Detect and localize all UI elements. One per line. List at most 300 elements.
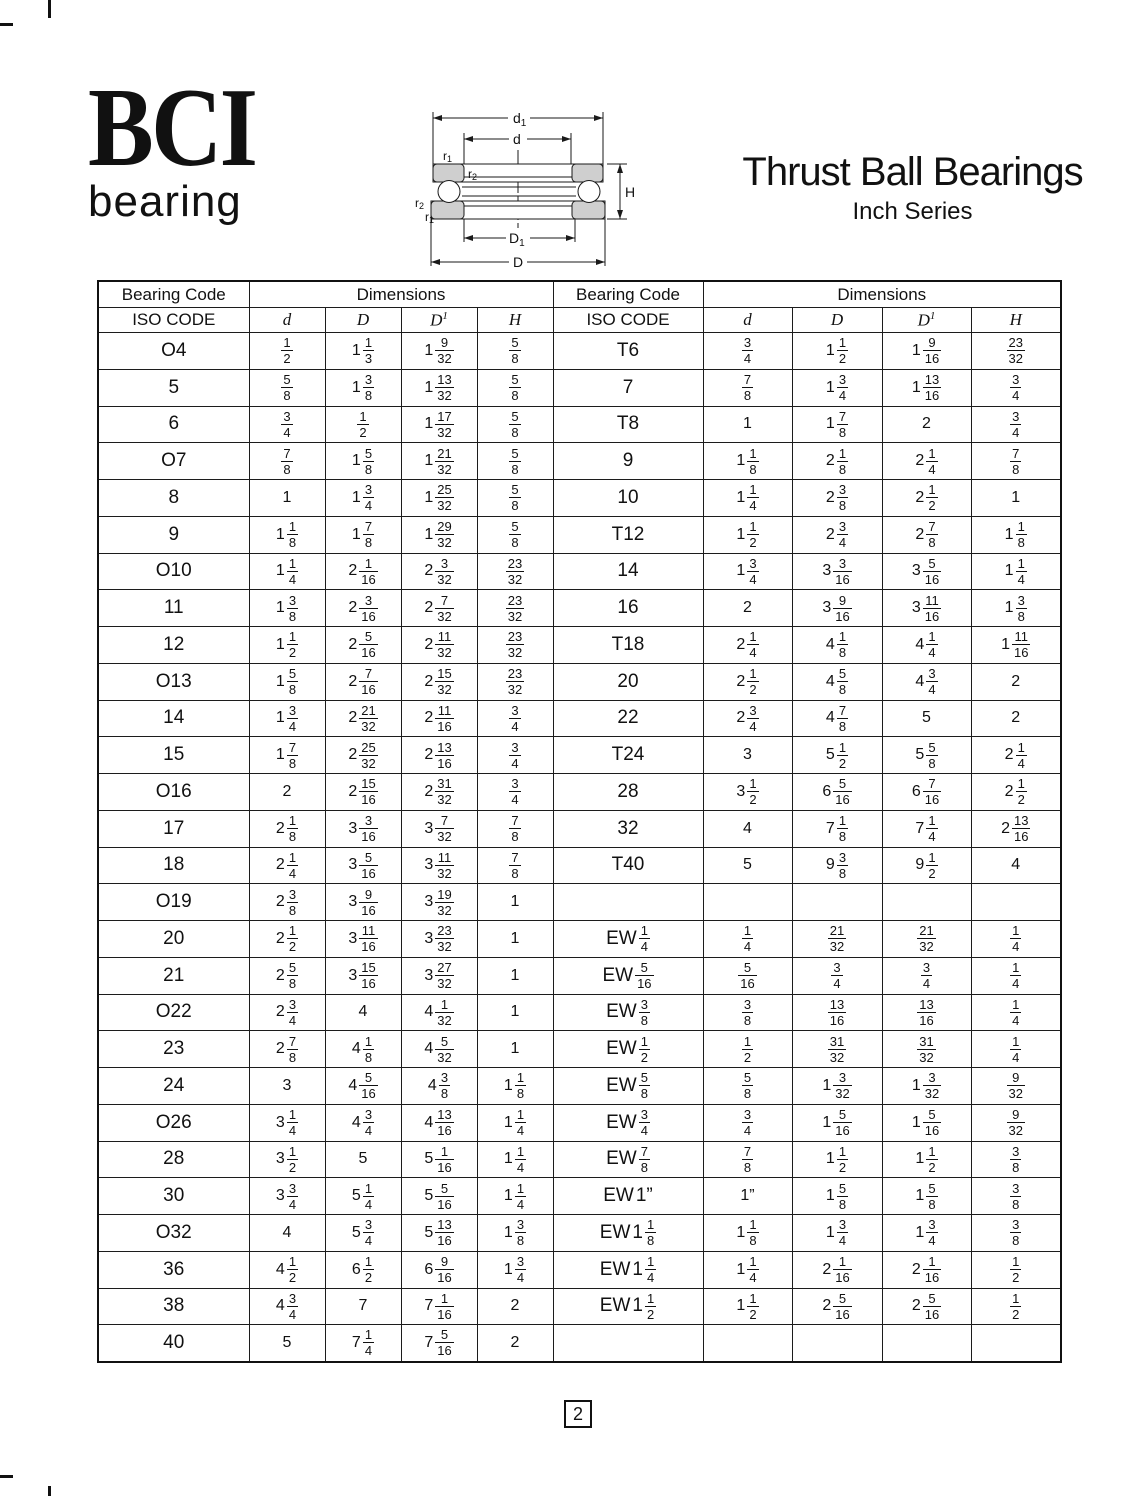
- dimension-value-cell: 1: [477, 1031, 553, 1068]
- dimension-value-cell: 2 $\frac{1}{2}$: [249, 921, 325, 958]
- dimension-value-cell: 1 $\frac{3}{8}$: [971, 590, 1061, 627]
- table-row: [98, 406, 1061, 443]
- dimension-value-cell: [882, 884, 971, 921]
- table-row: [98, 810, 1061, 847]
- dimension-value-cell: 2 $\frac{15}{16}$: [325, 774, 401, 811]
- header-col-H-left: H: [477, 308, 553, 333]
- table-row: [98, 847, 1061, 884]
- dimension-value-cell: 1 $\frac{29}{32}$: [401, 516, 477, 553]
- iso-code-cell: 9: [98, 516, 249, 553]
- dimension-value-cell: $\frac{1}{4}$: [971, 921, 1061, 958]
- dimension-value-cell: 1”: [703, 1178, 792, 1215]
- iso-code-cell: 10: [553, 480, 703, 517]
- header-col-d-right: d: [703, 308, 792, 333]
- dimension-value-cell: $\frac{1}{4}$: [971, 994, 1061, 1031]
- iso-code-cell: 20: [553, 663, 703, 700]
- dimension-value-cell: $\frac{1}{2}$: [971, 1251, 1061, 1288]
- dimension-value-cell: 6 $\frac{1}{2}$: [325, 1251, 401, 1288]
- dimension-value-cell: 5 $\frac{1}{16}$: [401, 1141, 477, 1178]
- dimension-value-cell: 1 $\frac{1}{8}$: [477, 1068, 553, 1105]
- dimension-value-cell: 7 $\frac{1}{16}$: [401, 1288, 477, 1325]
- page-number: 2: [564, 1400, 592, 1428]
- dimension-value-cell: $\frac{3}{8}$: [971, 1178, 1061, 1215]
- table-row: [98, 774, 1061, 811]
- dimension-value-cell: $\frac{31}{32}$: [792, 1031, 882, 1068]
- dimension-value-cell: 7: [325, 1288, 401, 1325]
- dimension-value-cell: 1: [477, 994, 553, 1031]
- iso-code-cell: EW 1”: [553, 1178, 703, 1215]
- dimension-value-cell: $\frac{3}{4}$: [477, 774, 553, 811]
- dimension-value-cell: $\frac{3}{4}$: [971, 369, 1061, 406]
- dimension-value-cell: 3 $\frac{3}{16}$: [792, 553, 882, 590]
- dimension-value-cell: $\frac{31}{32}$: [882, 1031, 971, 1068]
- dimension-value-cell: $\frac{7}{8}$: [477, 810, 553, 847]
- dimension-value-cell: 2 $\frac{13}{16}$: [971, 810, 1061, 847]
- dimension-value-cell: 1: [477, 957, 553, 994]
- dimension-value-cell: 1: [249, 480, 325, 517]
- iso-code-cell: T24: [553, 737, 703, 774]
- dimension-value-cell: 3 $\frac{9}{16}$: [792, 590, 882, 627]
- table-row: [98, 921, 1061, 958]
- iso-code-cell: 7: [553, 369, 703, 406]
- dimension-value-cell: 1 $\frac{3}{4}$: [477, 1251, 553, 1288]
- dimension-value-cell: 4 $\frac{5}{16}$: [325, 1068, 401, 1105]
- dimension-value-cell: 4 $\frac{5}{8}$: [792, 663, 882, 700]
- iso-code-cell: 38: [98, 1288, 249, 1325]
- iso-code-cell: 21: [98, 957, 249, 994]
- dimension-value-cell: 4 $\frac{1}{2}$: [249, 1251, 325, 1288]
- dimension-value-cell: 4 $\frac{3}{4}$: [249, 1288, 325, 1325]
- dimension-value-cell: $\frac{1}{2}$: [703, 1031, 792, 1068]
- dimension-value-cell: $\frac{21}{32}$: [882, 921, 971, 958]
- dimension-value-cell: 4: [325, 994, 401, 1031]
- dimension-value-cell: $\frac{3}{8}$: [703, 994, 792, 1031]
- diagram-label-r1-left: r1: [425, 210, 435, 225]
- iso-code-cell: 36: [98, 1251, 249, 1288]
- dimension-value-cell: $\frac{23}{32}$: [477, 553, 553, 590]
- dimension-value-cell: 1 $\frac{3}{4}$: [325, 480, 401, 517]
- dimension-value-cell: 2 $\frac{3}{8}$: [249, 884, 325, 921]
- dimension-value-cell: 9 $\frac{3}{8}$: [792, 847, 882, 884]
- table-row: [98, 1325, 1061, 1362]
- dimension-value-cell: 2 $\frac{3}{4}$: [703, 700, 792, 737]
- table-row: [98, 1141, 1061, 1178]
- diagram-label-D1: $D_1$: [509, 230, 525, 249]
- dimension-value-cell: 3 $\frac{11}{32}$: [401, 847, 477, 884]
- dimension-value-cell: 2 $\frac{21}{32}$: [325, 700, 401, 737]
- table-row: [98, 1178, 1061, 1215]
- dimension-value-cell: [971, 884, 1061, 921]
- crop-mark-top-left-vertical: [48, 0, 51, 18]
- dimension-value-cell: 2 $\frac{1}{8}$: [792, 443, 882, 480]
- iso-code-cell: EW $\frac{7}{8}$: [553, 1141, 703, 1178]
- dimension-value-cell: 4 $\frac{5}{32}$: [401, 1031, 477, 1068]
- dimension-value-cell: 5: [882, 700, 971, 737]
- dimension-value-cell: 1 $\frac{1}{4}$: [971, 553, 1061, 590]
- dimension-value-cell: 1 $\frac{5}{8}$: [882, 1178, 971, 1215]
- iso-code-cell: O32: [98, 1215, 249, 1252]
- dimension-value-cell: 2 $\frac{11}{32}$: [401, 627, 477, 664]
- header-col-d-left: d: [249, 308, 325, 333]
- dimension-value-cell: 3 $\frac{5}{16}$: [882, 553, 971, 590]
- dimension-value-cell: 1 $\frac{13}{16}$: [882, 369, 971, 406]
- dimension-value-cell: 1 $\frac{7}{8}$: [249, 737, 325, 774]
- dimension-value-cell: 1: [477, 921, 553, 958]
- dimension-value-cell: $\frac{7}{8}$: [703, 369, 792, 406]
- dimension-value-cell: 1 $\frac{5}{8}$: [792, 1178, 882, 1215]
- dimension-value-cell: 7 $\frac{1}{4}$: [325, 1325, 401, 1362]
- table-row: [98, 884, 1061, 921]
- iso-code-cell: EW 1 $\frac{1}{2}$: [553, 1288, 703, 1325]
- dimension-value-cell: 2 $\frac{15}{32}$: [401, 663, 477, 700]
- diagram-label-r2-left: r2: [415, 196, 425, 211]
- dimension-value-cell: 2 $\frac{3}{32}$: [401, 553, 477, 590]
- table-row: [98, 443, 1061, 480]
- dimension-value-cell: 1 $\frac{5}{16}$: [792, 1104, 882, 1141]
- iso-code-cell: 28: [98, 1141, 249, 1178]
- dimension-value-cell: 5 $\frac{1}{4}$: [325, 1178, 401, 1215]
- dimension-value-cell: $\frac{13}{16}$: [882, 994, 971, 1031]
- iso-code-cell: 8: [98, 480, 249, 517]
- dimension-value-cell: $\frac{5}{8}$: [477, 480, 553, 517]
- dimension-value-cell: 1 $\frac{5}{16}$: [882, 1104, 971, 1141]
- iso-code-cell: 6: [98, 406, 249, 443]
- dimension-value-cell: 1 $\frac{3}{8}$: [249, 590, 325, 627]
- table-row: [98, 994, 1061, 1031]
- dimension-value-cell: 5: [325, 1141, 401, 1178]
- dimension-value-cell: [792, 1325, 882, 1362]
- dimension-value-cell: $\frac{3}{4}$: [249, 406, 325, 443]
- iso-code-cell: 18: [98, 847, 249, 884]
- dimension-value-cell: $\frac{1}{2}$: [249, 333, 325, 370]
- dimension-value-cell: $\frac{1}{4}$: [971, 957, 1061, 994]
- dimension-value-cell: $\frac{5}{8}$: [703, 1068, 792, 1105]
- dimension-value-cell: 4: [249, 1215, 325, 1252]
- dimension-value-cell: 1 $\frac{3}{8}$: [325, 369, 401, 406]
- dimension-value-cell: 3 $\frac{9}{16}$: [325, 884, 401, 921]
- dimension-value-cell: $\frac{3}{4}$: [971, 406, 1061, 443]
- diagram-label-H: H: [625, 184, 636, 200]
- iso-code-cell: 16: [553, 590, 703, 627]
- iso-code-cell: 30: [98, 1178, 249, 1215]
- iso-code-cell: 14: [553, 553, 703, 590]
- dimension-value-cell: $\frac{21}{32}$: [792, 921, 882, 958]
- iso-code-cell: 14: [98, 700, 249, 737]
- table-row: [98, 1031, 1061, 1068]
- dimension-value-cell: 3 $\frac{3}{16}$: [325, 810, 401, 847]
- table-row: [98, 516, 1061, 553]
- iso-code-cell: O13: [98, 663, 249, 700]
- dimension-value-cell: 4 $\frac{1}{4}$: [882, 627, 971, 664]
- header-col-D1-right: $D^1$: [882, 308, 971, 333]
- dimension-value-cell: 1 $\frac{1}{2}$: [792, 1141, 882, 1178]
- dimension-value-cell: 2 $\frac{1}{2}$: [703, 663, 792, 700]
- dimension-value-cell: 1 $\frac{1}{8}$: [249, 516, 325, 553]
- dimension-value-cell: 2 $\frac{1}{2}$: [882, 480, 971, 517]
- header-col-H-right: H: [971, 308, 1061, 333]
- dimension-value-cell: 5: [249, 1325, 325, 1362]
- dimension-value-cell: 2 $\frac{1}{4}$: [703, 627, 792, 664]
- crop-mark-top-left-horizontal: [0, 23, 13, 26]
- dimension-value-cell: 3 $\frac{11}{16}$: [882, 590, 971, 627]
- dimension-value-cell: 2 $\frac{3}{16}$: [325, 590, 401, 627]
- dimension-value-cell: $\frac{5}{8}$: [249, 369, 325, 406]
- dimension-value-cell: 6 $\frac{9}{16}$: [401, 1251, 477, 1288]
- dimension-value-cell: 1 $\frac{1}{8}$: [971, 516, 1061, 553]
- dimension-value-cell: 1 $\frac{1}{4}$: [477, 1178, 553, 1215]
- iso-code-cell: O16: [98, 774, 249, 811]
- dimension-value-cell: 2 $\frac{1}{16}$: [792, 1251, 882, 1288]
- dimension-value-cell: 3: [703, 737, 792, 774]
- dimension-value-cell: $\frac{7}{8}$: [249, 443, 325, 480]
- iso-code-cell: T18: [553, 627, 703, 664]
- dimension-value-cell: 2 $\frac{5}{16}$: [325, 627, 401, 664]
- dimension-value-cell: $\frac{3}{4}$: [703, 333, 792, 370]
- diagram-label-D: D: [513, 254, 524, 270]
- dimension-value-cell: 2 $\frac{5}{16}$: [882, 1288, 971, 1325]
- dimension-value-cell: 3 $\frac{5}{16}$: [325, 847, 401, 884]
- dimension-value-cell: 1 $\frac{3}{4}$: [703, 553, 792, 590]
- dimension-value-cell: 5 $\frac{5}{8}$: [882, 737, 971, 774]
- table-row: [98, 553, 1061, 590]
- dimension-value-cell: [882, 1325, 971, 1362]
- dimension-value-cell: $\frac{1}{2}$: [325, 406, 401, 443]
- dimension-value-cell: [703, 1325, 792, 1362]
- iso-code-cell: 24: [98, 1068, 249, 1105]
- dimension-value-cell: 2 $\frac{1}{16}$: [882, 1251, 971, 1288]
- dimension-value-cell: 1: [703, 406, 792, 443]
- iso-code-cell: EW $\frac{5}{8}$: [553, 1068, 703, 1105]
- dimension-value-cell: 1 $\frac{1}{2}$: [792, 333, 882, 370]
- dimension-value-cell: 4 $\frac{1}{8}$: [792, 627, 882, 664]
- dimension-value-cell: 2 $\frac{1}{4}$: [249, 847, 325, 884]
- dimension-value-cell: 1 $\frac{3}{4}$: [792, 369, 882, 406]
- iso-code-cell: EW $\frac{3}{4}$: [553, 1104, 703, 1141]
- dimension-value-cell: 6 $\frac{7}{16}$: [882, 774, 971, 811]
- iso-code-cell: O22: [98, 994, 249, 1031]
- diagram-label-r2-top: r2: [468, 167, 478, 182]
- iso-code-cell: EW $\frac{5}{16}$: [553, 957, 703, 994]
- dimension-value-cell: 1 $\frac{7}{8}$: [325, 516, 401, 553]
- dimension-value-cell: 5 $\frac{1}{2}$: [792, 737, 882, 774]
- iso-code-cell: 32: [553, 810, 703, 847]
- iso-code-cell: EW $\frac{1}{2}$: [553, 1031, 703, 1068]
- bearing-dimensions-table: [97, 280, 1062, 1363]
- dimension-value-cell: 2: [971, 700, 1061, 737]
- dimension-value-cell: $\frac{5}{8}$: [477, 369, 553, 406]
- header-bearing-code-right: Bearing Code: [553, 281, 703, 308]
- dimension-value-cell: 2: [477, 1288, 553, 1325]
- dimension-value-cell: 2 $\frac{31}{32}$: [401, 774, 477, 811]
- dimension-value-cell: $\frac{7}{8}$: [971, 443, 1061, 480]
- brand-logo: [88, 66, 278, 226]
- dimension-value-cell: [971, 1325, 1061, 1362]
- iso-code-cell: EW 1 $\frac{1}{8}$: [553, 1215, 703, 1252]
- dimension-value-cell: 1 $\frac{9}{16}$: [882, 333, 971, 370]
- dimension-value-cell: 3 $\frac{1}{4}$: [249, 1104, 325, 1141]
- iso-code-cell: 40: [98, 1325, 249, 1362]
- iso-code-cell: 22: [553, 700, 703, 737]
- dimension-value-cell: 1 $\frac{3}{4}$: [249, 700, 325, 737]
- dimension-value-cell: $\frac{9}{32}$: [971, 1068, 1061, 1105]
- dimension-value-cell: 1 $\frac{3}{32}$: [882, 1068, 971, 1105]
- dimension-value-cell: 4 $\frac{1}{8}$: [325, 1031, 401, 1068]
- bearing-cross-section-diagram: [413, 104, 637, 272]
- dimension-value-cell: 1 $\frac{7}{8}$: [792, 406, 882, 443]
- iso-code-cell: T8: [553, 406, 703, 443]
- dimension-value-cell: $\frac{1}{2}$: [971, 1288, 1061, 1325]
- dimension-value-cell: 2 $\frac{1}{2}$: [971, 774, 1061, 811]
- iso-code-cell: 20: [98, 921, 249, 958]
- dimension-value-cell: 2 $\frac{1}{8}$: [249, 810, 325, 847]
- dimension-value-cell: $\frac{23}{32}$: [477, 590, 553, 627]
- dimension-value-cell: 4 $\frac{7}{8}$: [792, 700, 882, 737]
- dimension-value-cell: 1 $\frac{21}{32}$: [401, 443, 477, 480]
- dimension-value-cell: 3 $\frac{7}{32}$: [401, 810, 477, 847]
- dimension-value-cell: 4 $\frac{3}{4}$: [882, 663, 971, 700]
- table-row: [98, 480, 1061, 517]
- iso-code-cell: [553, 1325, 703, 1362]
- dimension-value-cell: $\frac{23}{32}$: [477, 663, 553, 700]
- header-col-D1-left: $D^1$: [401, 308, 477, 333]
- table-row: [98, 700, 1061, 737]
- dimension-value-cell: 3 $\frac{15}{16}$: [325, 957, 401, 994]
- dimension-value-cell: 1 $\frac{1}{2}$: [249, 627, 325, 664]
- diagram-label-r1-top: r1: [443, 149, 453, 164]
- dimension-value-cell: 4: [703, 810, 792, 847]
- iso-code-cell: 9: [553, 443, 703, 480]
- dimension-value-cell: 2 $\frac{7}{16}$: [325, 663, 401, 700]
- table-row: [98, 1104, 1061, 1141]
- dimension-value-cell: $\frac{3}{4}$: [703, 1104, 792, 1141]
- dimension-value-cell: 3 $\frac{11}{16}$: [325, 921, 401, 958]
- dimension-value-cell: 1 $\frac{1}{8}$: [703, 443, 792, 480]
- dimension-value-cell: 5 $\frac{13}{16}$: [401, 1215, 477, 1252]
- dimension-value-cell: 1 $\frac{1}{2}$: [882, 1141, 971, 1178]
- dimension-value-cell: 1 $\frac{1}{4}$: [477, 1141, 553, 1178]
- table-row: [98, 590, 1061, 627]
- iso-code-cell: 28: [553, 774, 703, 811]
- diagram-label-d1: $d_1$: [513, 110, 527, 129]
- dimension-value-cell: $\frac{5}{16}$: [703, 957, 792, 994]
- iso-code-cell: 5: [98, 369, 249, 406]
- dimension-value-cell: [703, 884, 792, 921]
- dimension-value-cell: 1: [477, 884, 553, 921]
- dimension-value-cell: $\frac{3}{8}$: [971, 1141, 1061, 1178]
- dimension-value-cell: $\frac{7}{8}$: [703, 1141, 792, 1178]
- header-iso-code-right: ISO CODE: [553, 308, 703, 333]
- iso-code-cell: 23: [98, 1031, 249, 1068]
- dimension-value-cell: 4 $\frac{3}{8}$: [401, 1068, 477, 1105]
- dimension-value-cell: 1 $\frac{3}{4}$: [792, 1215, 882, 1252]
- iso-code-cell: 15: [98, 737, 249, 774]
- dimension-value-cell: 3 $\frac{23}{32}$: [401, 921, 477, 958]
- crop-mark-bottom-left-vertical: [48, 1486, 51, 1496]
- dimension-value-cell: 1 $\frac{1}{4}$: [703, 480, 792, 517]
- iso-code-cell: 17: [98, 810, 249, 847]
- dimension-value-cell: 1 $\frac{25}{32}$: [401, 480, 477, 517]
- dimension-value-cell: $\frac{3}{4}$: [792, 957, 882, 994]
- dimension-value-cell: 1 $\frac{17}{32}$: [401, 406, 477, 443]
- dimension-value-cell: 3 $\frac{19}{32}$: [401, 884, 477, 921]
- iso-code-cell: O26: [98, 1104, 249, 1141]
- header-col-D-right: D: [792, 308, 882, 333]
- iso-code-cell: 12: [98, 627, 249, 664]
- iso-code-cell: O10: [98, 553, 249, 590]
- dimension-value-cell: $\frac{3}{4}$: [477, 737, 553, 774]
- dimension-value-cell: 3: [249, 1068, 325, 1105]
- table-row: [98, 737, 1061, 774]
- dimension-value-cell: 1 $\frac{9}{32}$: [401, 333, 477, 370]
- table-row: [98, 369, 1061, 406]
- dimension-value-cell: $\frac{1}{4}$: [703, 921, 792, 958]
- iso-code-cell: O7: [98, 443, 249, 480]
- dimension-value-cell: [792, 884, 882, 921]
- dimension-value-cell: 3 $\frac{3}{4}$: [249, 1178, 325, 1215]
- dimension-value-cell: 2 $\frac{1}{4}$: [882, 443, 971, 480]
- dimension-value-cell: 2 $\frac{7}{32}$: [401, 590, 477, 627]
- dimension-value-cell: 2 $\frac{3}{8}$: [792, 480, 882, 517]
- dimension-value-cell: 1 $\frac{3}{8}$: [477, 1215, 553, 1252]
- dimension-value-cell: 2 $\frac{5}{8}$: [249, 957, 325, 994]
- dimension-value-cell: $\frac{3}{4}$: [477, 700, 553, 737]
- iso-code-cell: [553, 884, 703, 921]
- title-block: [740, 150, 1085, 226]
- dimension-value-cell: 1: [971, 480, 1061, 517]
- dimension-value-cell: 2: [477, 1325, 553, 1362]
- dimension-value-cell: 2 $\frac{1}{16}$: [325, 553, 401, 590]
- header-iso-code-left: ISO CODE: [98, 308, 249, 333]
- dimension-value-cell: 3 $\frac{1}{2}$: [703, 774, 792, 811]
- dimension-value-cell: $\frac{7}{8}$: [477, 847, 553, 884]
- iso-code-cell: EW $\frac{3}{8}$: [553, 994, 703, 1031]
- dimension-value-cell: 2 $\frac{11}{16}$: [401, 700, 477, 737]
- dimension-value-cell: 5: [703, 847, 792, 884]
- iso-code-cell: O4: [98, 333, 249, 370]
- dimension-value-cell: $\frac{9}{32}$: [971, 1104, 1061, 1141]
- dimension-value-cell: $\frac{5}{8}$: [477, 333, 553, 370]
- dimension-value-cell: $\frac{23}{32}$: [477, 627, 553, 664]
- dimension-value-cell: 1 $\frac{1}{4}$: [703, 1251, 792, 1288]
- dimension-value-cell: $\frac{23}{32}$: [971, 333, 1061, 370]
- iso-code-cell: T12: [553, 516, 703, 553]
- dimension-value-cell: 5 $\frac{5}{16}$: [401, 1178, 477, 1215]
- dimension-value-cell: 2: [249, 774, 325, 811]
- dimension-value-cell: 6 $\frac{5}{16}$: [792, 774, 882, 811]
- dimension-value-cell: 1 $\frac{1}{8}$: [703, 1215, 792, 1252]
- iso-code-cell: T6: [553, 333, 703, 370]
- dimension-value-cell: $\frac{5}{8}$: [477, 406, 553, 443]
- dimension-value-cell: 1 $\frac{1}{2}$: [703, 1288, 792, 1325]
- dimension-value-cell: 2 $\frac{13}{16}$: [401, 737, 477, 774]
- iso-code-cell: 11: [98, 590, 249, 627]
- iso-code-cell: EW $\frac{1}{4}$: [553, 921, 703, 958]
- dimension-value-cell: $\frac{5}{8}$: [477, 443, 553, 480]
- dimension-value-cell: $\frac{13}{16}$: [792, 994, 882, 1031]
- iso-code-cell: T40: [553, 847, 703, 884]
- header-col-D-left: D: [325, 308, 401, 333]
- table-row: [98, 627, 1061, 664]
- dimension-value-cell: $\frac{1}{4}$: [971, 1031, 1061, 1068]
- dimension-value-cell: 7 $\frac{1}{4}$: [882, 810, 971, 847]
- table-row: [98, 1251, 1061, 1288]
- dimension-value-cell: 1 $\frac{3}{32}$: [792, 1068, 882, 1105]
- page-title: Thrust Ball Bearings: [742, 150, 1083, 194]
- crop-mark-bottom-left-horizontal: [0, 1475, 13, 1478]
- dimension-value-cell: 2 $\frac{3}{4}$: [792, 516, 882, 553]
- dimension-value-cell: 1 $\frac{11}{16}$: [971, 627, 1061, 664]
- header-dimensions-left: Dimensions: [249, 281, 553, 308]
